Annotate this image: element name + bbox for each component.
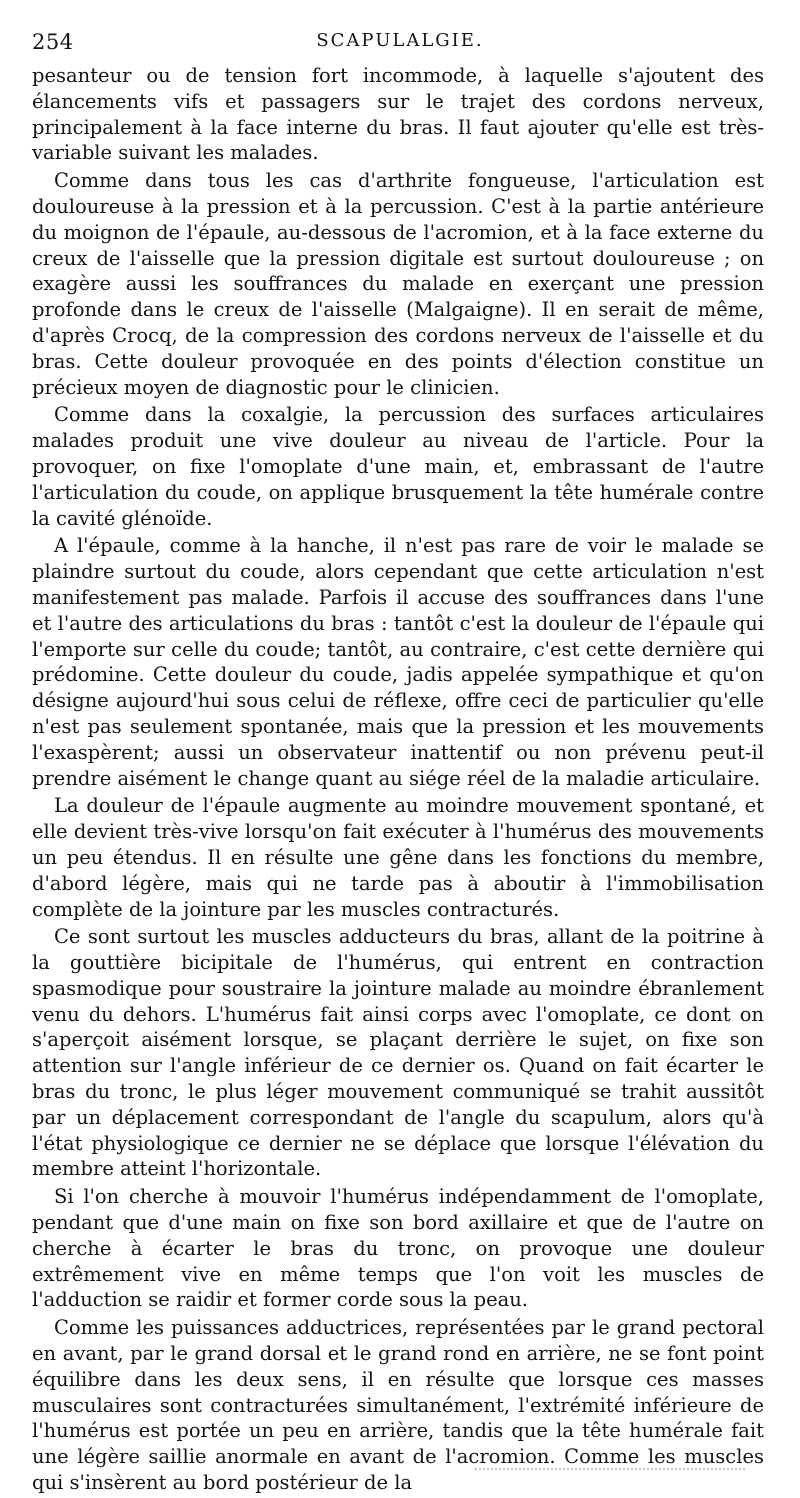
paragraph: Ce sont surtout les muscles adducteurs du bras, allant de la poitrine à la gouttière bicipitale de l'humérus, qui entrent en contraction spasmodique pour soustraire la jointure malade au moindre ébranlement venu du dehors. L'humérus fait ainsi corps avec l'omoplate, ce dont on s'aperçoit aisément lorsque, se plaçant derrière le sujet, on fixe son attention sur l'angle inférieur de ce dernier os. Quand on fait écarter le bras du tronc, le plus léger mouvement communiqué se trahit aussitôt par un déplacement correspondant de l'angle du scapulum, alors qu'à l'état physiologique ce dernier ne se déplace que lorsque l'élévation du membre atteint l'horizontale.: [32, 925, 764, 1181]
paragraph: Comme les puissances adductrices, représentées par le grand pectoral en avant, par le grand dorsal et le grand rond en arrière, ne se font point équilibre dans les deux sens, il en résulte que lorsque ces masses musculaires sont contracturées simultanément, l'extrémité inférieure de l'humérus est portée un peu en arrière, tandis que la tête humérale fait une légère saillie anormale en avant de l'acromion. Comme les muscles qui s'insèrent au bord postérieur de la: [32, 1316, 764, 1495]
bleed-through-line: [475, 1468, 745, 1470]
body-text: [32, 63, 764, 1498]
page-header: [32, 30, 768, 58]
paragraph: pesanteur ou de tension fort incommode, à laquelle s'ajoutent des élancements vifs et passagers sur le trajet des cordons nerveux, principalement à la face interne du bras. Il faut ajouter qu'elle est très-variable suivant les malades.: [32, 64, 764, 165]
paragraph: Comme dans tous les cas d'arthrite fongueuse, l'articulation est douloureuse à la pression et à la percussion. C'est à la partie antérieure du moignon de l'épaule, au-dessous de l'acromion, et à la face externe du creux de l'aisselle que la pression digitale est surtout douloureuse ; on exagère aussi les souffrances du malade en exerçant une pression profonde dans le creux de l'aisselle (Malgaigne). Il en serait de même, d'après Crocq, de la compression des cordons nerveux de l'aisselle et du bras. Cette douleur provoquée en des points d'élection constitue un précieux moyen de diagnostic pour le clinicien.: [32, 169, 764, 399]
paragraph: A l'épaule, comme à la hanche, il n'est pas rare de voir le malade se plaindre surtout du coude, alors cependant que cette articulation n'est manifestement pas malade. Parfois il accuse des souffrances dans l'une et l'autre des articulations du bras : tantôt c'est la douleur de l'épaule qui l'emporte sur celle du coude; tantôt, au contraire, c'est cette dernière qui prédomine. Cette douleur du coude, jadis appelée sympathique et qu'on désigne aujourd'hui sous celui de réflexe, offre ceci de particulier qu'elle n'est pas seulement spontanée, mais que la pression et les mouvements l'exaspèrent; aussi un observateur inattentif ou non prévenu peut-il prendre aisément le change quant au siége réel de la maladie articulaire.: [32, 534, 764, 790]
paragraph: La douleur de l'épaule augmente au moindre mouvement spontané, et elle devient très-vive lorsqu'on fait exécuter à l'humérus des mouvements un peu étendus. Il en résulte une gêne dans les fonctions du membre, d'abord légère, mais qui ne tarde pas à aboutir à l'immobilisation complète de la jointure par les muscles contracturés.: [32, 794, 764, 921]
paragraph: Si l'on cherche à mouvoir l'humérus indépendamment de l'omoplate, pendant que d'une main on fixe son bord axillaire et que de l'autre on cherche à écarter le bras du tronc, on provoque une douleur extrêmement vive en même temps que l'on voit les muscles de l'adduction se raidir et former corde sous la peau.: [32, 1185, 764, 1312]
paragraph: Comme dans la coxalgie, la percussion des surfaces articulaires malades produit une vive douleur au niveau de l'article. Pour la provoquer, on fixe l'omoplate d'une main, et, embrassant de l'autre l'articulation du coude, on applique brusquement la tête humérale contre la cavité glénoïde.: [32, 403, 764, 530]
page-number: 254: [32, 30, 74, 54]
running-head: SCAPULALGIE.: [316, 30, 484, 51]
